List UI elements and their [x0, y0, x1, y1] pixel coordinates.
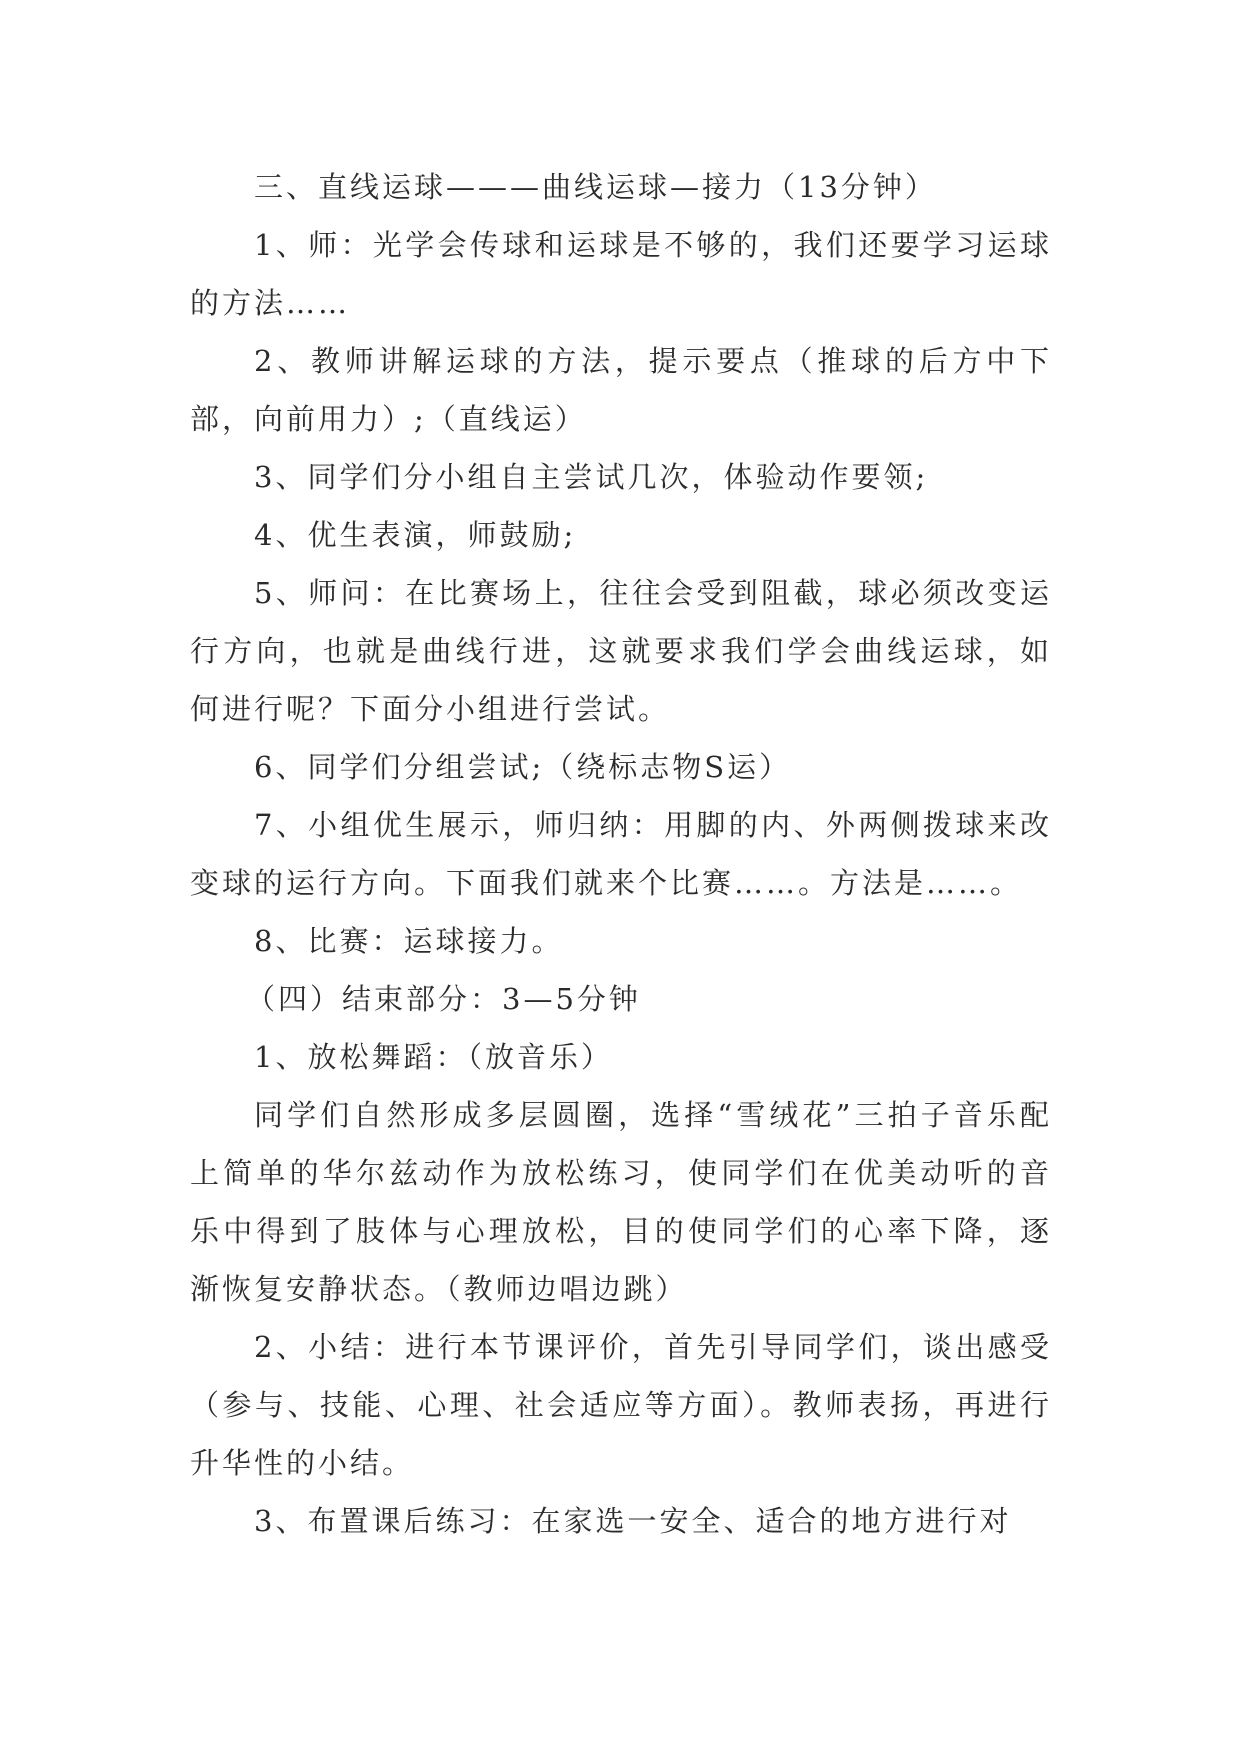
- paragraph-step-4: 4、优生表演，师鼓励;: [254, 518, 577, 552]
- paragraph-homework: 3、布置课后练习：在家选一安全、适合的地方进行对: [254, 1504, 1012, 1538]
- paragraph-relax-dance: 1、放松舞蹈：（放音乐）: [254, 1040, 613, 1074]
- paragraph-step-8: 8、比赛：运球接力。: [254, 924, 564, 958]
- paragraph-section-four-heading: （四）结束部分：3—5分钟: [246, 982, 641, 1016]
- paragraph-section-three-heading: 三、直线运球———曲线运球—接力（13分钟）: [254, 170, 937, 204]
- paragraph-step-1: 1、师：光学会传球和运球是不够的，我们还要学习运球的方法……: [190, 228, 1052, 320]
- document-body: [190, 158, 1052, 1550]
- paragraph-step-5: 5、师问：在比赛场上，往往会受到阻截，球必须改变运行方向，也就是曲线行进，这就要求我们学会曲线运球，如何进行呢？下面分小组进行尝试。: [190, 576, 1052, 726]
- paragraph-summary: 2、小结：进行本节课评价，首先引导同学们，谈出感受（参与、技能、心理、社会适应等方面）。教师表扬，再进行升华性的小结。: [190, 1330, 1052, 1480]
- paragraph-step-6: 6、同学们分组尝试;（绕标志物S运）: [254, 750, 792, 784]
- paragraph-relax-description: 同学们自然形成多层圆圈，选择“雪绒花”三拍子音乐配上简单的华尔兹动作为放松练习，使同学们在优美动听的音乐中得到了肢体与心理放松，目的使同学们的心率下降，逐渐恢复安静状态。（教师边唱边跳）: [190, 1098, 1052, 1306]
- paragraph-step-7: 7、小组优生展示，师归纳：用脚的内、外两侧拨球来改变球的运行方向。下面我们就来个比赛……。方法是……。: [190, 808, 1052, 900]
- paragraph-step-2: 2、教师讲解运球的方法，提示要点（推球的后方中下部，向前用力）;（直线运）: [190, 344, 1052, 436]
- paragraph-step-3: 3、同学们分小组自主尝试几次，体验动作要领;: [254, 460, 929, 494]
